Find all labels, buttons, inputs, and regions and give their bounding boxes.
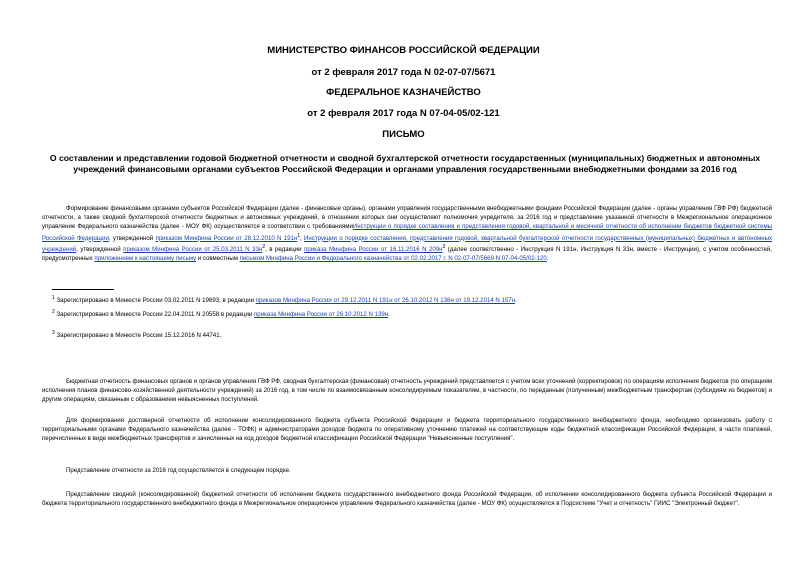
order-33n-link[interactable]: приказом Минфина России от 25.03.2011 N 33н (123, 245, 263, 253)
body-paragraph-1 (42, 377, 772, 405)
footnote-3-text: Зарегистрировано в Минюсте России 15.12.2016 N 44741. (56, 332, 222, 340)
body-paragraph-2 (42, 416, 772, 444)
footnote-2 (52, 308, 390, 319)
footnote-3-mark: 3 (52, 330, 55, 336)
joint-letter-link[interactable]: письмом Минфина России и Федерального казначейства от 02.02.2017 г. N 02-07-07/5669 N 07-04-05/02-120 (239, 255, 547, 263)
footnote-mark-1: 1 (297, 232, 301, 239)
body-paragraph-4 (42, 490, 772, 508)
footnote-mark-2: 2 (262, 243, 266, 250)
body-paragraph-3 (42, 466, 772, 475)
body-paragraph-1-text: Бюджетная отчетность финансовых органов и органов управления ГВФ РФ, сводная бухгалтерская (финансовая) отчетность учреждений представляется с учетом всех уточнений (корректировок) по операциям исполнения бюджетов (по операциям исполнения планов финансово-хозяйственной деятельности учреждений) за 2016 год, в том числе по взаимосвязанным консолидируемым показателям, в частности, по переданным (полученным) межбюджетным трансфертам (субсидиям из бюджетов) и другим операциям, связанным с образованием невыясненных поступлений. (42, 378, 772, 404)
instruction-191n-link[interactable]: Инструкции о порядке составления и представления годовой, квартальной и месячной отчетности об исполнении бюджетов бюджетной системы Российской Федерации (42, 223, 773, 242)
footnote-1 (52, 294, 517, 305)
intro-text-7: и совместным (196, 255, 240, 263)
appendix-link[interactable]: приложением к настоящему письму (94, 255, 197, 263)
ministry-heading: МИНИСТЕРСТВО ФИНАНСОВ РОССИЙСКОЙ ФЕДЕРАЦИИ (267, 45, 540, 56)
footnote-1-link[interactable]: приказов Минфина России от 29.12.2011 N 191н от 26.10.2012 N 138н от 19.12.2014 N 157н (255, 297, 516, 305)
intro-text-6: (далее соответственно - Инструкция N 191н, Инструкция N 33н, вместе - Инструкции), с учетом особенностей, предусмотренных (42, 245, 772, 263)
footnote-mark-3: 3 (442, 243, 446, 250)
footnote-1-mark: 1 (52, 295, 55, 301)
document-type: ПИСЬМО (382, 129, 425, 140)
footnote-2-text: Зарегистрировано в Минюсте России 22.04.2011 N 20558 в редакции (56, 311, 254, 319)
footnote-1-end: . (515, 297, 517, 305)
intro-text-8: . (546, 255, 549, 263)
footnote-1-text: Зарегистрировано в Минюсте России 03.02.2011 N 19693, в редакции (56, 297, 256, 305)
treasury-heading: ФЕДЕРАЛЬНОЕ КАЗНАЧЕЙСТВО (326, 87, 481, 98)
footnote-2-link[interactable]: приказа Минфина России от 26.10.2012 N 139н (254, 311, 389, 319)
intro-text-1: Формирование финансовыми органами субъектов Российской Федерации (далее - финансовые органы), органами управления государственными внебюджетными фондами Российской Федерации (далее - органы управления ГВФ РФ) бюджетной отчетности, а также сводной бухгалтерской отчетности бюджетных и автономных учреждений, в отношении которых они осуществляют полномочия учредителя, за 2016 год и представление указанной отчетности в Межрегиональное операционное управление Федерального казначейства (далее - МОУ ФК) осуществляется в соответствии с требованиями (42, 205, 772, 231)
body-paragraph-4-text: Представление сводной (консолидированной) бюджетной отчетности об исполнении бюджета государственного внебюджетного фонда Российской Федерации, об исполнении консолидированного бюджета субъекта Российской Федерации и бюджета территориального государственного внебюджетного фонда в Межрегиональное операционное управление Федерального казначейства (далее - МОУ ФК) осуществляется в Подсистеме "Учет и отчетность" ГИИС "Электронный бюджет". (42, 491, 772, 508)
footnote-divider (52, 289, 114, 290)
intro-text-2: , утвержденной (108, 234, 156, 242)
intro-paragraph (42, 204, 772, 263)
body-paragraph-2-text: Для формирования достоверной отчетности об исполнении консолидированного бюджета субъекта Российской Федерации и бюджета территориального государственного внебюджетного фонда, необходимо организовать работу с территориальными органами Федерального казначейства (далее - ТОФК) и администраторами доходов бюджета по оперативному уточнению платежей на соответствующие коды бюджетной классификации Российской Федерации, в части платежей, перечисленных в виде межбюджетных трансфертов и зачисленных на код доходов бюджетной классификации Российской Федерации "Невыясненные поступления". (42, 417, 772, 443)
footnote-3 (52, 329, 221, 340)
treasury-reference: от 2 февраля 2017 года N 07-04-05/02-121 (307, 108, 500, 119)
instruction-33n-link[interactable]: Инструкции о порядке составления, представления годовой, квартальной бухгалтерской отчетности государственных (муниципальных) бюджетных и автономных учреждений (42, 234, 772, 253)
intro-text-3: , (300, 234, 305, 242)
order-191n-link[interactable]: приказом Минфина России от 28.12.2010 N 191н (155, 234, 298, 242)
ministry-reference: от 2 февраля 2017 года N 02-07-07/5671 (311, 67, 496, 78)
footnote-2-end: . (388, 311, 390, 319)
body-paragraph-3-text: Представление отчетности за 2016 год осуществляется в следующем порядке. (66, 467, 291, 474)
intro-text-4: , утвержденной (76, 245, 124, 253)
intro-text-5: , в редакции (265, 245, 305, 253)
document-title: О составлении и представлении годовой бюджетной отчетности и сводной бухгалтерской отчетности государственных (муниципальных) бюджетных и автономных учреждений финансовыми органами субъектов Российской Федерации и органами управления государственными внебюджетными фондами за 2016 год (49, 153, 761, 174)
order-209n-link[interactable]: приказа Минфина России от 16.11.2016 N 209н (304, 245, 443, 253)
footnote-2-mark: 2 (52, 309, 55, 315)
